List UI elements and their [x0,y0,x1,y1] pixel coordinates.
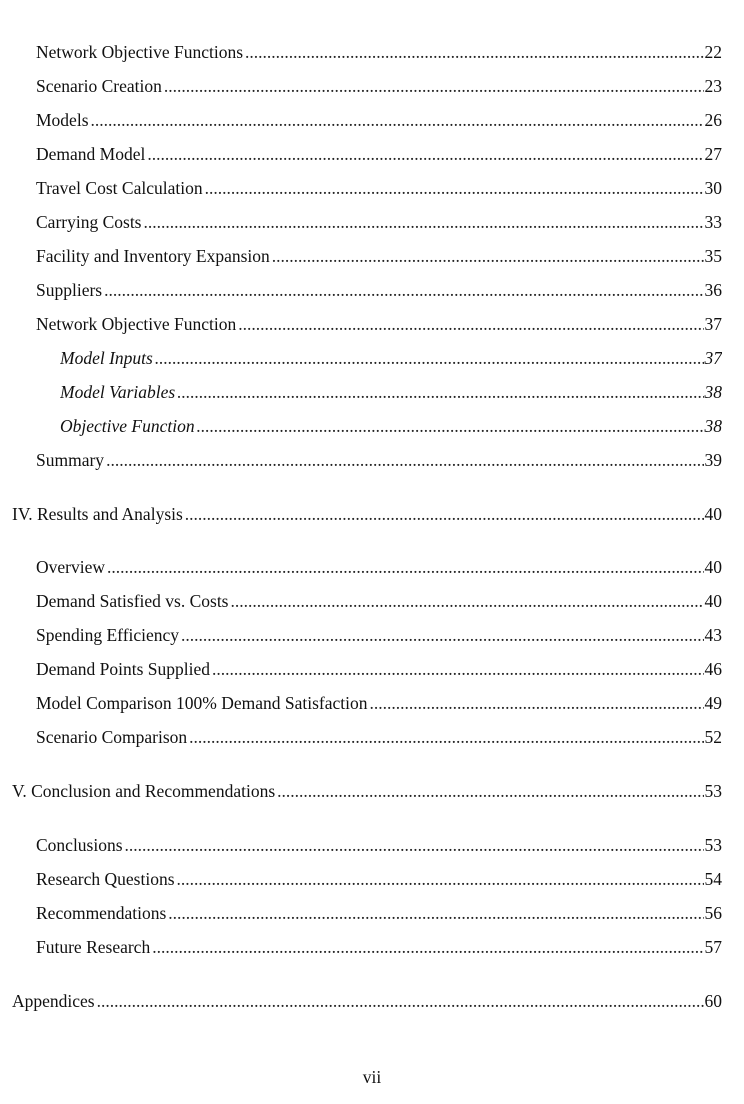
toc-subentry[interactable] [60,381,722,403]
toc-chapter-page: 53 [704,781,722,801]
dot-leader [125,834,704,856]
toc-entry-title: Summary [36,450,105,470]
toc-entry-page: 39 [704,450,722,470]
dot-leader [238,313,703,335]
toc-subentry[interactable] [60,415,722,437]
toc-entry-page: 52 [704,727,722,747]
toc-entry-page: 22 [704,42,722,62]
dot-leader [185,503,704,525]
toc-entry-page: 26 [704,110,722,130]
dot-leader [104,279,703,301]
toc-entry-title: Research Questions [36,869,175,889]
toc-entry-title: Network Objective Functions [36,42,244,62]
toc-entry[interactable] [36,726,722,748]
toc-entry-page: 27 [704,144,722,164]
toc-entry[interactable] [36,936,722,958]
toc-entry-page: 37 [704,314,722,334]
toc-entry[interactable] [36,143,722,165]
toc-chapter[interactable] [12,503,722,525]
toc-entry-page: 33 [704,212,722,232]
toc-entry[interactable] [36,279,722,301]
page-number: vii [362,1067,382,1087]
toc-entry-title: Conclusions [36,835,123,855]
toc-entry[interactable] [36,692,722,714]
dot-leader [164,75,704,97]
dot-leader [189,726,703,748]
dot-leader [177,381,703,403]
dot-leader [177,868,704,890]
toc-entry-title: Carrying Costs [36,212,142,232]
dot-leader [152,936,703,958]
toc-chapter-page: 40 [704,504,722,524]
toc-entry-title: Demand Model [36,144,146,164]
toc-chapter-title: Appendices [12,991,95,1011]
toc-entry-title: Scenario Creation [36,76,162,96]
toc-chapter-title: V. Conclusion and Recommendations [12,781,276,801]
toc-entry-title: Objective Function [60,416,195,436]
toc-chapter[interactable] [12,990,722,1012]
toc-entry-title: Spending Efficiency [36,625,180,645]
toc-entry[interactable] [36,245,722,267]
toc-entry-page: 38 [704,382,722,402]
toc-entry-title: Recommendations [36,903,167,923]
toc-entry-page: 56 [704,903,722,923]
toc-entry[interactable] [36,556,722,578]
toc-entry-title: Demand Points Supplied [36,659,211,679]
toc-entry-page: 40 [704,557,722,577]
toc-entry-page: 37 [704,348,722,368]
toc-entry-title: Future Research [36,937,151,957]
toc-entry[interactable] [36,834,722,856]
dot-leader [106,449,703,471]
dot-leader [197,415,704,437]
dot-leader [155,347,704,369]
toc-chapter[interactable] [12,780,722,802]
toc-entry[interactable] [36,177,722,199]
dot-leader [181,624,703,646]
toc-entry[interactable] [36,868,722,890]
toc-entry-page: 43 [704,625,722,645]
toc-entry-title: Model Inputs [60,348,153,368]
toc-entry-page: 54 [704,869,722,889]
dot-leader [369,692,703,714]
dot-leader [212,658,703,680]
toc-entry[interactable] [36,211,722,233]
toc-entry[interactable] [36,624,722,646]
toc-entry-page: 23 [704,76,722,96]
toc-entry-title: Overview [36,557,106,577]
toc-entry-title: Model Comparison 100% Demand Satisfaction [36,693,368,713]
toc-entry[interactable] [36,658,722,680]
toc-entry-page: 40 [704,591,722,611]
toc-entry[interactable] [36,590,722,612]
dot-leader [91,109,704,131]
toc-entry-page: 49 [704,693,722,713]
dot-leader [144,211,704,233]
toc-entry-title: Facility and Inventory Expansion [36,246,270,266]
dot-leader [107,556,703,578]
dot-leader [168,902,703,924]
toc-entry[interactable] [36,75,722,97]
toc-entry[interactable] [36,109,722,131]
dot-leader [272,245,704,267]
toc-entry-page: 38 [704,416,722,436]
dot-leader [277,780,703,802]
toc-entry-title: Network Objective Function [36,314,237,334]
toc-entry-title: Travel Cost Calculation [36,178,203,198]
toc-entry-page: 36 [704,280,722,300]
toc-entry[interactable] [36,41,722,63]
dot-leader [97,990,704,1012]
toc-entry-page: 46 [704,659,722,679]
dot-leader [205,177,704,199]
dot-leader [245,41,703,63]
toc-entry-page: 30 [704,178,722,198]
toc-subentry[interactable] [60,347,722,369]
toc-entry-title: Models [36,110,89,130]
toc-entry-page: 35 [704,246,722,266]
toc-entry-title: Scenario Comparison [36,727,188,747]
toc-entry-page: 57 [704,937,722,957]
toc-entry-page: 53 [704,835,722,855]
toc-chapter-title: IV. Results and Analysis [12,504,183,524]
toc-entry[interactable] [36,902,722,924]
toc-entry[interactable] [36,313,722,335]
toc-chapter-page: 60 [704,991,722,1011]
dot-leader [231,590,704,612]
toc-entry[interactable] [36,449,722,471]
toc-entry-title: Suppliers [36,280,103,300]
toc-entry-title: Model Variables [60,382,176,402]
toc-entry-title: Demand Satisfied vs. Costs [36,591,229,611]
dot-leader [147,143,703,165]
